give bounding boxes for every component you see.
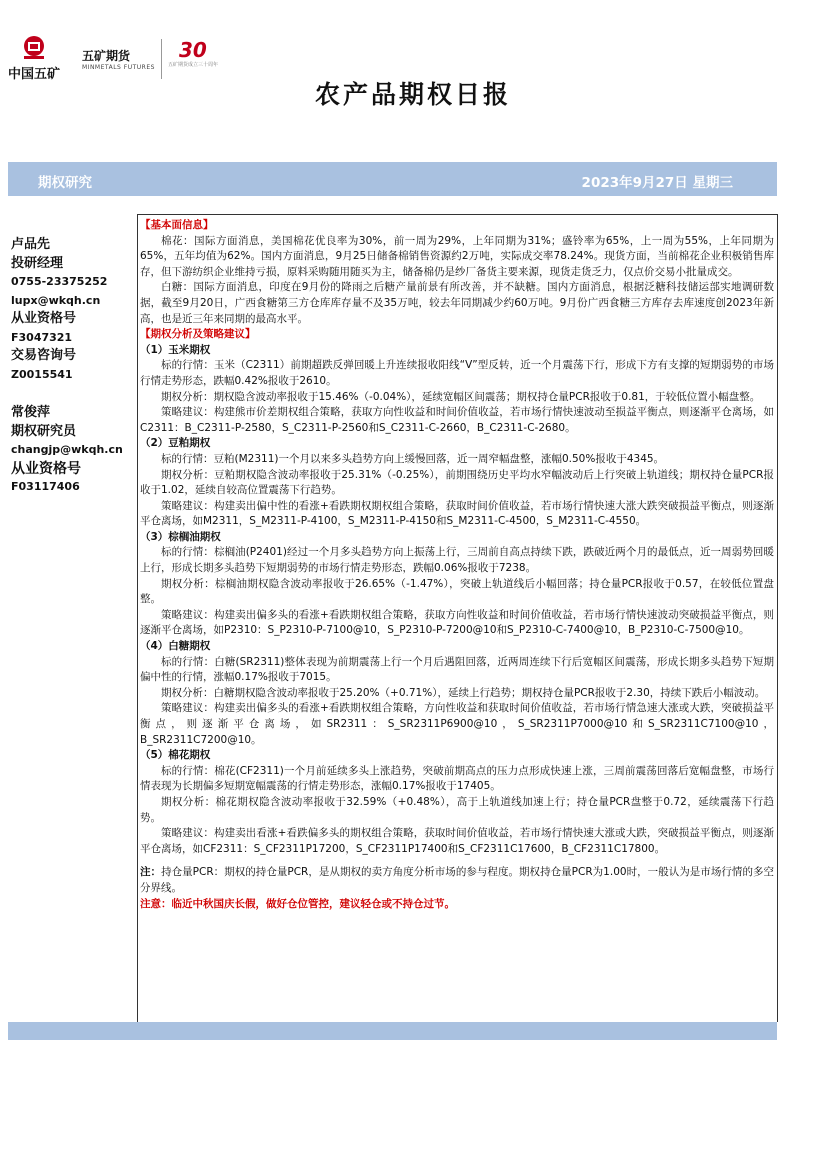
corn-trend: 标的行情：玉米（C2311）前期超跌反弹回暖上升连续报收阳线“V”型反转，近一个月震荡下行，形成下方有支撑的短期弱势的市场行情走势形态，跌幅0.42%报收于2610。 bbox=[140, 359, 774, 387]
fundamentals-heading: 【基本面信息】 bbox=[140, 219, 214, 231]
analyst-phone: 0755-23375252 bbox=[11, 275, 108, 288]
analyst-email[interactable]: lupx@wkqh.cn bbox=[11, 293, 101, 307]
analyst-email[interactable]: changjp@wkqh.cn bbox=[11, 443, 123, 456]
whitesugar-trend: 标的行情：白糖(SR2311)整体表现为前期震荡上行一个月后遇阻回落，近两周连续下行后宽幅区间震荡，形成长期多头趋势下短期偏中性的行情，涨幅0.17%报收于7015。 bbox=[140, 655, 774, 684]
analyst-name: 卢品先 bbox=[11, 237, 51, 252]
page-title: 农产品期权日报 bbox=[314, 80, 511, 109]
analyst-name: 常俊萍 bbox=[11, 405, 51, 420]
band-category: 期权研究 bbox=[38, 175, 92, 191]
soymeal-trend: 标的行情：豆粕(M2311)一个月以来多头趋势方向上缓慢回落，近一周窄幅盘整，涨幅0.50%报收于4345。 bbox=[161, 452, 665, 465]
anniversary-number: 30 bbox=[179, 38, 207, 62]
cottonopt-trend: 标的行情：棉花(CF2311)一个月前延续多头上涨趋势，突破前期高点的压力点形成快速上涨，三周前震荡回落后宽幅盘整，市场行情表现为长期偏多短期宽幅震荡的行情走势形态，涨幅0.17%报收于17405。 bbox=[140, 764, 774, 793]
palm-option: 期权分析：棕榈油期权隐含波动率报收于26.65%（-1.47%），突破上轨道线后小幅回落；持仓量PCR报收于0.57，在较低位置盘整。 bbox=[140, 577, 774, 606]
minmetals-futures-en: MINMETALS FUTURES bbox=[82, 64, 155, 71]
palm-advice: 策略建议：构建卖出偏多头的看涨+看跌期权组合策略，获取方向性收益和时间价值收益，若市场行情快速波动突破损益平衡点，则逐渐平仓离场，如P2310：S_P2310-P-7100@10，S_P2310-P-7200@10和S_P2310-C-7400@10，B_P2310-C-7500@10。 bbox=[140, 608, 774, 637]
holiday-warning: 注意：临近中秋国庆长假，做好仓位管控，建议轻仓或不持仓过节。 bbox=[140, 897, 455, 910]
anniversary-tag: 五矿期货成立三十周年 bbox=[167, 62, 218, 68]
cottonopt-heading: （5）棉花期权 bbox=[140, 749, 211, 762]
corn-heading: （1）玉米期权 bbox=[140, 343, 211, 356]
anniversary-logo bbox=[168, 39, 218, 68]
soymeal-advice: 策略建议：构建卖出偏中性的看涨+看跌期权期权组合策略，获取时间价值收益，若市场行情快速大涨大跌突破损益平衡点，则逐渐平仓离场，如M2311，S_M2311-P-4100，S_M2311-P-4150和S_M2311-C-4500，S_M2311-C-4550。 bbox=[140, 499, 774, 528]
report-body bbox=[137, 214, 778, 1022]
note-text: 持仓量PCR：期权的持仓量PCR，是从期权的卖方角度分析市场的参与程度。期权持仓量PCR为1.00时，一般认为是市场行情的多空分界线。 bbox=[140, 866, 775, 894]
band-date: 2023年9月27日 星期三 bbox=[581, 175, 733, 191]
sugar-fundamentals: 白糖：国际方面消息，印度在9月份的降雨之后糖产量前景有所改善，并不缺糖。国内方面消息，根据泛糖科技储运部实地调研数据，截至9月20日，广西食糖第三方仓库库存量不及35万吨，较去年同期减少约60万吨。9月份广西食糖三方库存去库速度创2023年新高，也是近三年来同期的最高水平。 bbox=[140, 281, 774, 325]
analyst-cert-label: 从业资格号 bbox=[11, 460, 81, 477]
corn-option: 期权分析：期权隐含波动率报收于15.46%（-0.04%），延续宽幅区间震荡；期权持仓量PCR报收于0.81，于较低位置小幅盘整。 bbox=[161, 390, 761, 403]
analyst-cert-label: 从业资格号 bbox=[11, 311, 77, 326]
cottonopt-advice: 策略建议：构建卖出看涨+看跌偏多头的期权组合策略，获取时间价值收益，若市场行情快速大涨或大跌，突破损益平衡点，则逐渐平仓离场，如CF2311：S_CF2311P17200，S_CF2311P17400和S_CF2311C17600，B_CF2311C17800。 bbox=[140, 827, 774, 855]
minmetals-emblem-icon bbox=[19, 35, 49, 61]
soymeal-heading: （2）豆粕期权 bbox=[140, 437, 211, 450]
analyst-cert: F3047321 bbox=[11, 330, 73, 344]
corn-advice: 策略建议：构建熊市价差期权组合策略，获取方向性收益和时间价值收益，若市场行情快速波动至损益平衡点，则逐渐平仓离场，如C2311：B_C2311-P-2580，S_C2311-P-2560和S_C2311-C-2660，B_C2311-C-2680。 bbox=[140, 406, 774, 434]
whitesugar-heading: （4）白糖期权 bbox=[140, 640, 211, 653]
analyst-consult-label: 交易咨询号 bbox=[11, 348, 77, 363]
analyst-sidebar bbox=[11, 236, 136, 497]
minmetals-futures-logo bbox=[82, 47, 155, 71]
palm-trend: 标的行情：棕榈油(P2401)经过一个月多头趋势方向上振荡上行，三周前自高点持续下跌，跌破近两个月的最低点，近一周弱势回暖上行，形成长期多头趋势下短期弱势的市场行情走势形态，跌幅0.06%报收于7238。 bbox=[140, 546, 774, 575]
analyst-consult: Z0015541 bbox=[11, 367, 73, 381]
logo-divider bbox=[161, 39, 162, 79]
section-band bbox=[8, 162, 777, 196]
minmetals-logo-text: 中国五矿 bbox=[8, 67, 61, 82]
strategy-heading: 【期权分析及策略建议】 bbox=[140, 328, 256, 341]
whitesugar-advice: 策略建议：构建卖出偏多头的看涨+看跌期权组合策略，方向性收益和获取时间价值收益，若市场行情急速大涨或大跌，突破损益平衡点，则逐渐平仓离场，如SR2311：S_SR2311P6900@10，S_SR2311P7000@10和S_SR2311C7100@10，B_SR2311C7200@10。 bbox=[140, 702, 774, 746]
palm-heading: （3）棕榈油期权 bbox=[140, 530, 221, 543]
minmetals-futures-text: 五矿期货 bbox=[82, 49, 131, 63]
whitesugar-option: 期权分析：白糖期权隐含波动率报收于25.20%（+0.71%），延续上行趋势；期权持仓量PCR报收于2.30，持续下跌后小幅波动。 bbox=[161, 686, 766, 699]
pcr-note bbox=[140, 865, 774, 896]
note-label: 注： bbox=[140, 866, 162, 879]
analyst-title: 期权研究员 bbox=[11, 423, 77, 439]
cotton-fundamentals: 棉花：国际方面消息，美国棉花优良率为30%，前一周为29%，上年同期为31%；盛铃率为65%，上一周为55%，上年同期为65%，五年均值为62%。国内方面消息，9月25日储备棉销售资源约2万吨，实际成交率78.24%。现货方面，当前棉花企业积极销售库存，但下游纺织企业维持亏损，原料采购随用随买为主，储备棉仍是纱厂备货主要来源，现货走货乏力，仅点价交易小批量成交。 bbox=[140, 234, 774, 278]
analyst-cert: F03117406 bbox=[11, 480, 80, 493]
cottonopt-option: 期权分析：棉花期权隐含波动率报收于32.59%（+0.48%），高于上轨道线加速上行；持仓量PCR盘整于0.72，延续震荡下行趋势。 bbox=[140, 795, 774, 824]
analyst-title: 投研经理 bbox=[11, 255, 64, 271]
soymeal-option: 期权分析：豆粕期权隐含波动率报收于25.31%（-0.25%），前期围绕历史平均水窄幅波动后上行突破上轨道线；期权持仓量PCR报收于1.02，延续自较高位置震荡下行趋势。 bbox=[140, 468, 774, 497]
footer-band bbox=[8, 1022, 777, 1040]
